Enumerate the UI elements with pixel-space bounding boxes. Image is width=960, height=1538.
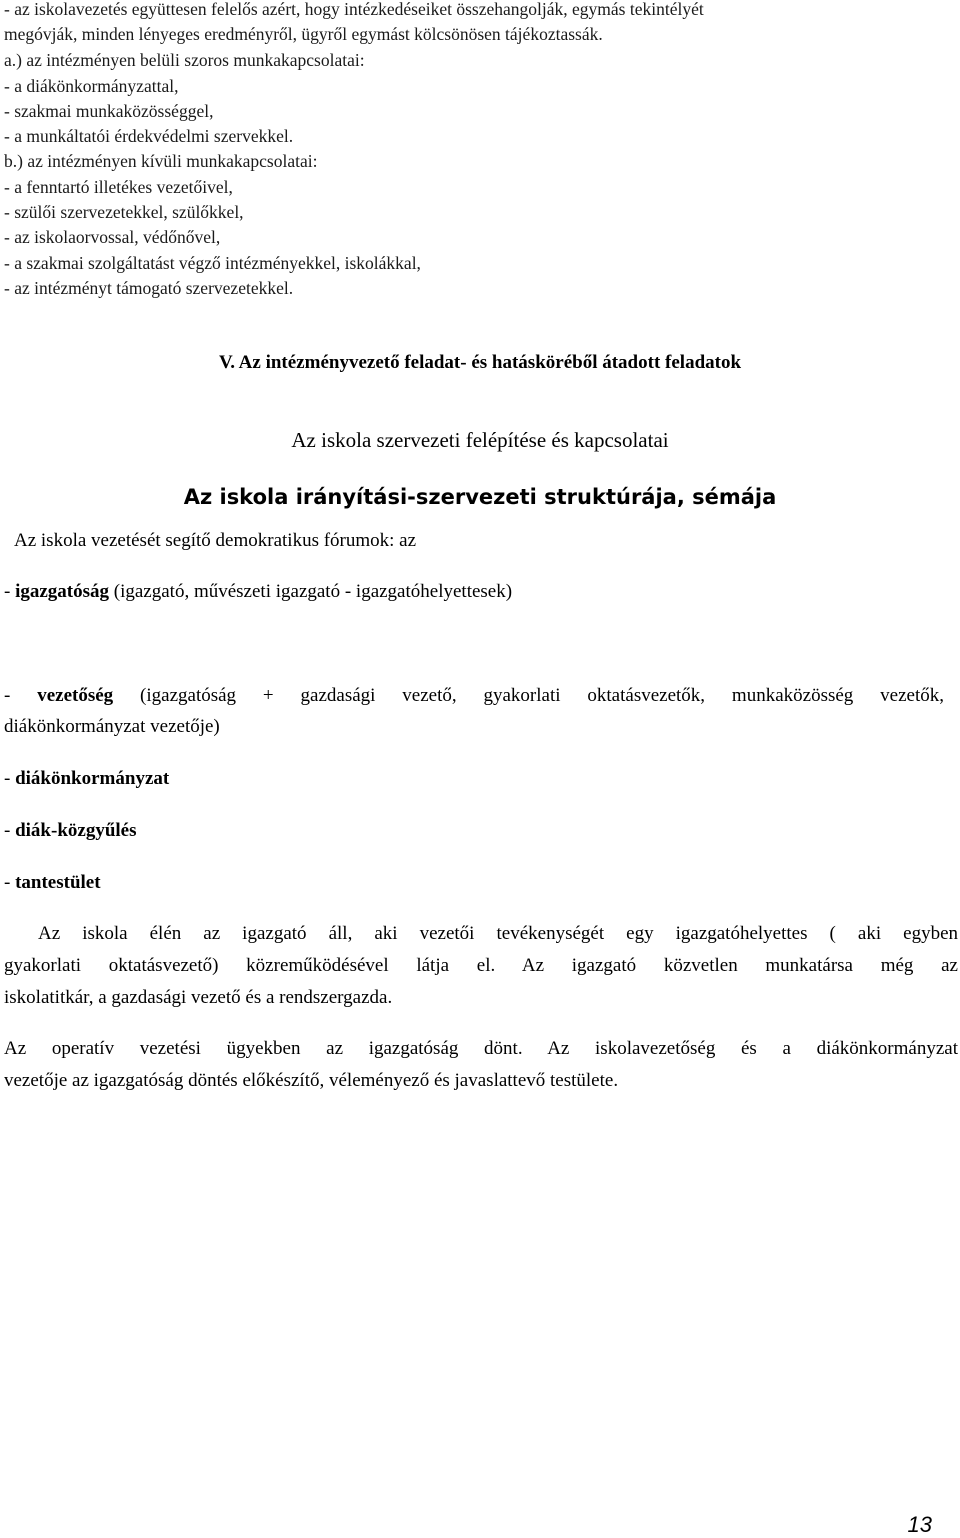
text-line: b.) az intézményen kívüli munkakapcsolatai: <box>4 151 318 171</box>
paragraph-line: vezetője az igazgatóság döntés előkészítő, véleményező és javaslattevő testülete. <box>4 1070 619 1091</box>
text-line: - a munkáltatói érdekvédelmi szervekkel. <box>4 126 294 146</box>
forum-term: igazgatóság <box>15 581 110 602</box>
forum-igazgatosag: - igazgatóság (igazgató, művészeti igazgató - igazgatóhelyettesek) <box>4 581 513 602</box>
text-line: - az iskolaorvossal, védőnővel, <box>4 227 221 247</box>
text-line: - szakmai munkaközösséggel, <box>4 101 214 121</box>
text-line: - a fenntartó illetékes vezetőivel, <box>4 177 233 197</box>
paragraph-text: Az iskola élén az igazgató áll, aki vezetői tevékenységét egy igazgatóhelyettes ( aki egyben <box>38 923 958 944</box>
text-line: a.) az intézményen belüli szoros munkakapcsolatai: <box>4 50 365 70</box>
paragraph <box>4 918 958 1014</box>
text-line: megóvják, minden lényeges eredményről, ügyről egymást kölcsönösen tájékoztassák. <box>4 24 603 44</box>
forum-intro: Az iskola vezetését segítő demokratikus fórumok: az <box>14 530 417 551</box>
paragraph-line <box>4 918 958 950</box>
text-line: - a szakmai szolgáltatást végző intézményekkel, iskolákkal, <box>4 253 421 273</box>
forum-term: tantestület <box>15 872 101 893</box>
paragraph-line: Az operatív vezetési ügyekben az igazgatóság dönt. Az iskolavezetőség és a diákönkormányzat <box>4 1038 958 1059</box>
forum-term: diákönkormányzat <box>15 768 170 789</box>
paragraph-line: iskolatitkár, a gazdasági vezető és a rendszergazda. <box>4 987 393 1008</box>
text-line: - az intézményt támogató szervezetekkel. <box>4 278 294 298</box>
forum-description: (igazgatóság + gazdasági vezető, gyakorlati oktatásvezetők, munkaközösség vezetők, <box>140 685 944 706</box>
forum-vezetoseg: - vezetőség (igazgatóság + gazdasági vezető, gyakorlati oktatásvezetők, munkaközösség vezetők, <box>4 685 944 706</box>
forum-term: diák-közgyűlés <box>15 820 137 841</box>
forum-diak-kozgyules: - diák-közgyűlés <box>4 820 137 841</box>
page-number: 13 <box>907 1512 932 1537</box>
structure-heading: Az iskola irányítási-szervezeti struktúrája, sémája <box>183 485 777 509</box>
forum-description: (igazgató, művészeti igazgató - igazgatóhelyettesek) <box>109 581 513 602</box>
forum-vezetoseg-continued: diákönkormányzat vezetője) <box>4 716 220 737</box>
text-line: - az iskolavezetés együttesen felelős azért, hogy intézkedéseiket összehangolják, egymás tekintélyét <box>4 0 704 19</box>
paragraph <box>4 1033 958 1097</box>
text-line: - szülői szervezetekkel, szülőkkel, <box>4 202 244 222</box>
text-line: - a diákönkormányzattal, <box>4 76 179 96</box>
section-heading: V. Az intézményvezető feladat- és hatásköréből átadott feladatok <box>218 352 742 373</box>
subheading: Az iskola szervezeti felépítése és kapcsolatai <box>291 428 669 452</box>
paragraph-line: gyakorlati oktatásvezető) közreműködésével látja el. Az igazgató közvetlen munkatársa még az <box>4 955 958 976</box>
forum-tantestulet: - tantestület <box>4 872 101 893</box>
forum-term: vezetőség <box>37 685 114 706</box>
forum-diakonkormanyzat: - diákönkormányzat <box>4 768 170 789</box>
